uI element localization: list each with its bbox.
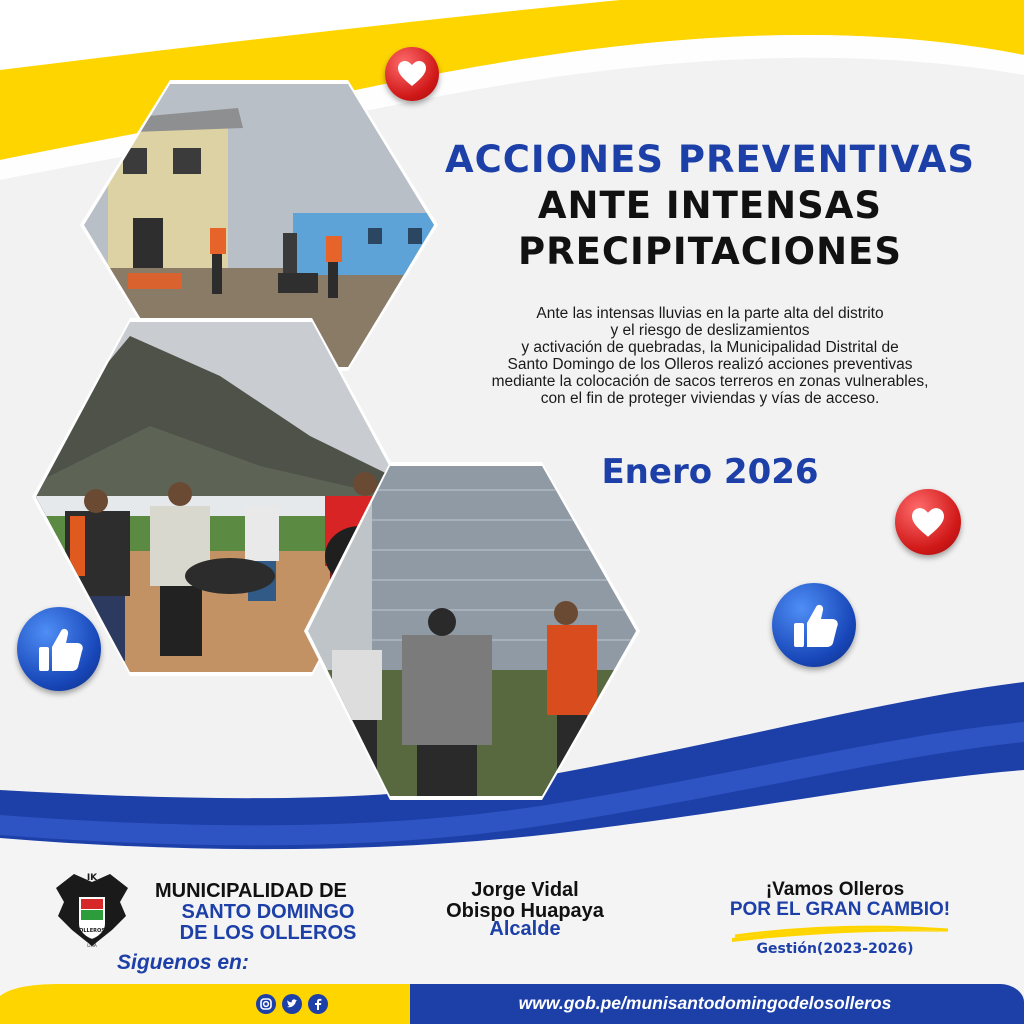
slogan-line-2: POR EL GRAN CAMBIO!	[729, 899, 951, 920]
heart-reaction-icon	[895, 489, 961, 555]
follow-us-label: Siguenos en:	[117, 951, 249, 974]
post-body	[440, 305, 980, 407]
municipal-crest-logo	[52, 868, 132, 948]
body-line: Santo Domingo de los Olleros realizó acciones preventivas	[507, 356, 913, 373]
instagram-icon[interactable]	[256, 994, 276, 1014]
municipality-name-line-3: DE LOS OLLEROS	[179, 922, 357, 944]
logo-text-top: IK	[86, 873, 98, 883]
photo-wall-hexagon	[302, 460, 642, 802]
title-line-2: ANTE INTENSAS	[537, 184, 883, 227]
logo-text-base: LIMA	[87, 943, 97, 948]
thumbs-up-icon	[772, 583, 856, 667]
slogan-line-1: ¡Vamos Olleros	[765, 879, 905, 900]
body-line: y activación de quebradas, la Municipalidad Distrital de	[521, 339, 899, 356]
website-link[interactable]: www.gob.pe/munisantodomingodelosolleros	[518, 993, 892, 1013]
body-line: Ante las intensas lluvias en la parte alta del distrito	[536, 305, 884, 322]
logo-text-bottom: OLLEROS	[79, 928, 105, 934]
mayor-name-line-1: Jorge Vidal	[471, 879, 579, 901]
heart-reaction-icon	[385, 47, 439, 101]
mayor-role: Alcalde	[489, 918, 561, 940]
gestion-period: Gestión(2023-2026)	[756, 941, 914, 957]
post-date: Enero 2026	[601, 452, 819, 492]
facebook-icon[interactable]	[308, 994, 328, 1014]
body-line: con el fin de proteger viviendas y vías de acceso.	[540, 390, 880, 407]
body-line: mediante la colocación de sacos terreros en zonas vulnerables,	[491, 373, 929, 390]
thumbs-up-icon	[17, 607, 101, 691]
mayor-name-line-2: Obispo Huapaya	[446, 900, 604, 922]
municipality-name-line-2: SANTO DOMINGO	[181, 901, 355, 923]
municipality-name-line-1: MUNICIPALIDAD DE	[155, 880, 347, 902]
title-line-1: ACCIONES PREVENTIVAS	[444, 138, 976, 181]
body-line: y el riesgo de deslizamientos	[610, 322, 810, 339]
twitter-icon[interactable]	[282, 994, 302, 1014]
title-line-3: PRECIPITACIONES	[518, 230, 902, 273]
